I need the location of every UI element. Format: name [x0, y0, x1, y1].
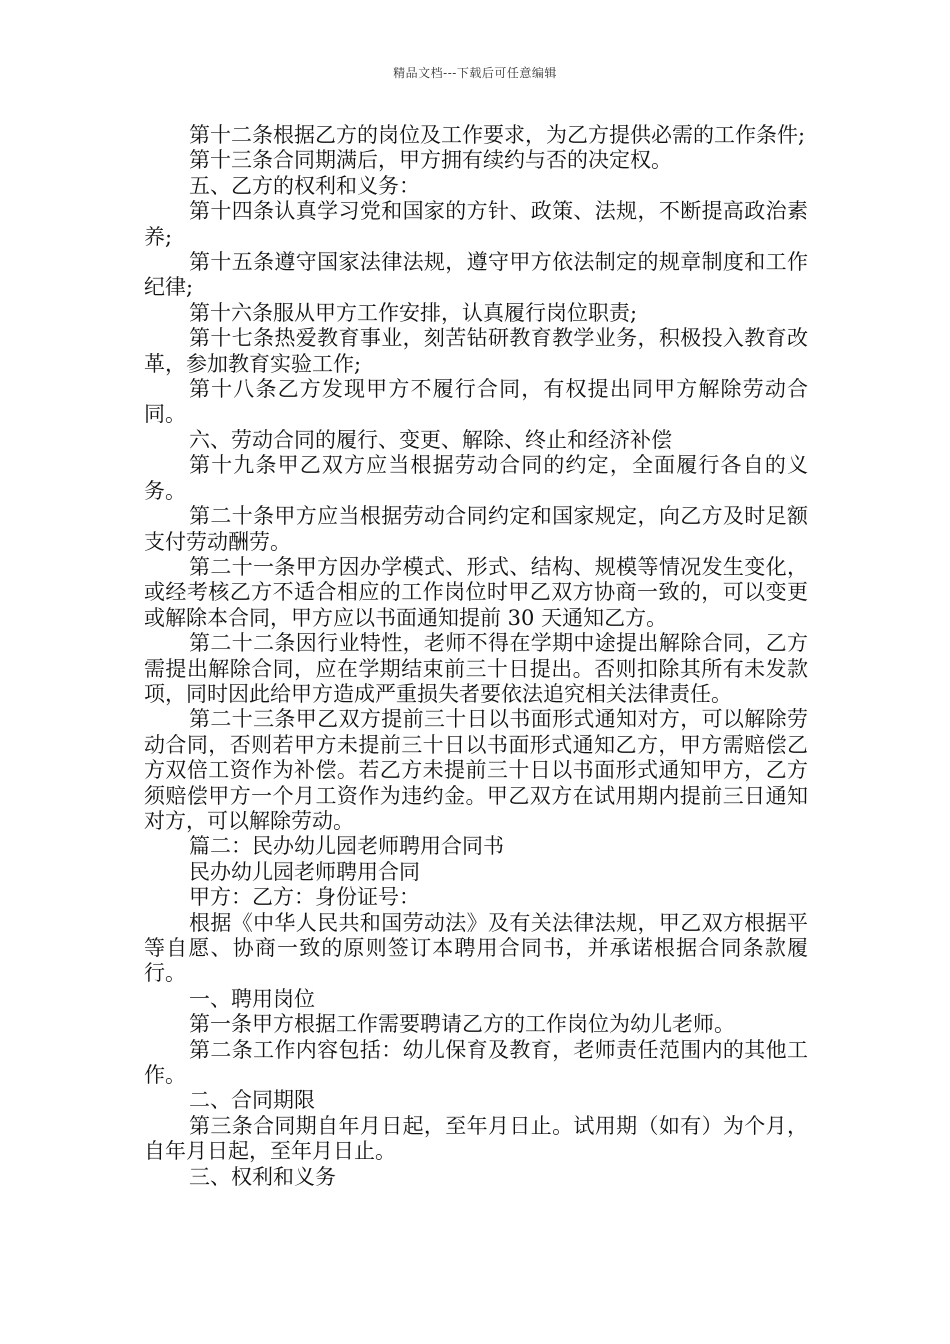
paragraph-article-21: 第二十一条甲方因办学模式、形式、结构、规模等情况发生变化，或经考核乙方不适合相应的工作岗位时甲乙双方协商一致的，可以变更或解除本合同，甲方应以书面通知提前 30 天通知乙方。 [144, 554, 808, 630]
section-heading-2: 二、合同期限 [189, 1088, 315, 1113]
section-heading-3: 三、权利和义务 [189, 1164, 336, 1189]
paragraph-article-13: 第十三条合同期满后，甲方拥有续约与否的决定权。 [189, 148, 672, 173]
paragraph-article-17: 第十七条热爱教育事业，刻苦钻研教育教学业务，积极投入教育改革，参加教育实验工作; [144, 326, 808, 376]
paragraph-article-18: 第十八条乙方发现甲方不履行合同，有权提出同甲方解除劳动合同。 [144, 377, 808, 427]
paragraph-article-23: 第二十三条甲乙双方提前三十日以书面形式通知对方，可以解除劳动合同，否则若甲方未提前三十日以书面形式通知乙方，甲方需赔偿乙方双倍工资作为补偿。若乙方未提前三十日以书面形式通知甲方，乙方须赔偿甲方一个月工资作为违约金。甲乙双方在试用期内提前三日通知对方，可以解除劳动。 [144, 707, 808, 833]
section-heading-6: 六、劳动合同的履行、变更、解除、终止和经济补偿 [189, 427, 672, 452]
section-heading-1: 一、聘用岗位 [189, 986, 315, 1011]
document-body [144, 123, 808, 1190]
preamble-paragraph: 根据《中华人民共和国劳动法》及有关法律法规，甲乙双方根据平等自愿、协商一致的原则签订本聘用合同书，并承诺根据合同条款履行。 [144, 910, 808, 986]
paragraph-article-1: 第一条甲方根据工作需要聘请乙方的工作岗位为幼儿老师。 [189, 1012, 735, 1037]
paragraph-article-15: 第十五条遵守国家法律法规，遵守甲方依法制定的规章制度和工作纪律; [144, 250, 808, 300]
paragraph-article-20: 第二十条甲方应当根据劳动合同约定和国家规定，向乙方及时足额支付劳动酬劳。 [144, 504, 808, 554]
paragraph-article-22: 第二十二条因行业特性，老师不得在学期中途提出解除合同，乙方需提出解除合同，应在学期结束前三十日提出。否则扣除其所有未发款项，同时因此给甲方造成严重损失者要依法追究相关法律责任。 [144, 631, 808, 706]
contract-title: 民办幼儿园老师聘用合同 [189, 859, 420, 884]
paragraph-article-14: 第十四条认真学习党和国家的方针、政策、法规，不断提高政治素养; [144, 199, 808, 249]
paragraph-article-16: 第十六条服从甲方工作安排，认真履行岗位职责; [189, 300, 638, 325]
page-header: 精品文档---下载后可任意编辑 [393, 66, 557, 80]
parties-line: 甲方：乙方：身份证号： [189, 885, 420, 910]
paragraph-article-3: 第三条合同期自年月日起，至年月日止。试用期（如有）为个月，自年月日起，至年月日止。 [144, 1113, 808, 1164]
section-heading-5: 五、乙方的权利和义务： [189, 173, 420, 198]
paragraph-article-12: 第十二条根据乙方的岗位及工作要求，为乙方提供必需的工作条件; [189, 123, 806, 147]
paragraph-article-19: 第十九条甲乙双方应当根据劳动合同的约定，全面履行各自的义务。 [144, 453, 808, 503]
part-two-title: 篇二：民办幼儿园老师聘用合同书 [189, 834, 504, 859]
paragraph-article-2: 第二条工作内容包括：幼儿保育及教育，老师责任范围内的其他工作。 [144, 1037, 808, 1088]
